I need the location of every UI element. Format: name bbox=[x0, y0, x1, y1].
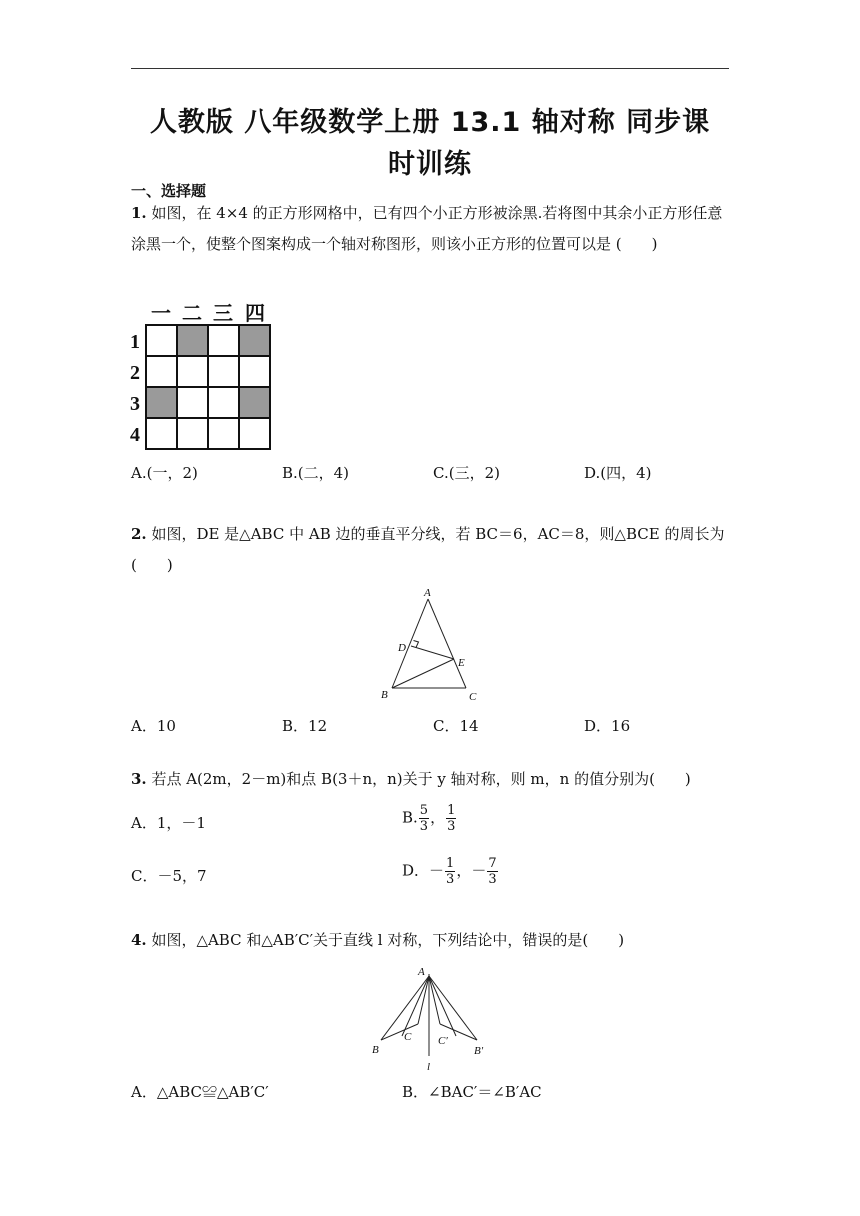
grid-cell bbox=[239, 387, 270, 418]
page-title bbox=[131, 102, 729, 186]
numerator: 1 bbox=[446, 856, 455, 871]
row-label: 4 bbox=[130, 424, 140, 446]
option-c: C．14 bbox=[433, 717, 479, 735]
right-angle-mark bbox=[414, 641, 419, 648]
label-l: l bbox=[427, 1061, 431, 1072]
question-number: 4. bbox=[131, 931, 147, 949]
header-rule bbox=[131, 68, 729, 69]
grid-cell bbox=[208, 418, 239, 449]
fraction bbox=[487, 856, 497, 887]
label-e: E bbox=[458, 657, 465, 669]
label-a: A bbox=[418, 966, 425, 978]
denominator: 3 bbox=[419, 819, 429, 834]
grid-cell bbox=[208, 356, 239, 387]
segment-de bbox=[411, 646, 454, 659]
col-label: 三 bbox=[213, 303, 233, 325]
option-b bbox=[402, 803, 457, 834]
question-text: 若点 A(2m，2－m)和点 B(3＋n，n)关于 y 轴对称，则 m，n 的值分别为( ) bbox=[146, 770, 691, 788]
title-line-1: 人教版 八年级数学上册 13.1 轴对称 同步课 bbox=[149, 107, 711, 138]
denominator: 3 bbox=[488, 872, 497, 887]
option-d: D．16 bbox=[584, 717, 631, 735]
label-b-prime: B′ bbox=[474, 1045, 484, 1057]
label-b: B bbox=[372, 1044, 379, 1056]
option-d bbox=[402, 856, 499, 887]
grid-cell bbox=[177, 356, 208, 387]
question-3 bbox=[131, 764, 729, 795]
col-label: 四 bbox=[245, 303, 265, 325]
grid-figure bbox=[125, 298, 275, 453]
option-label: D．－ bbox=[402, 861, 445, 880]
label-c-prime: C′ bbox=[438, 1035, 448, 1047]
option-a: A.(一，2) bbox=[131, 464, 198, 482]
denominator: 3 bbox=[447, 819, 456, 834]
fraction bbox=[445, 856, 455, 887]
grid-cell bbox=[146, 325, 177, 356]
title-line-2: 时训练 bbox=[388, 149, 472, 180]
question-number: 2. bbox=[131, 525, 147, 543]
grid-cell bbox=[239, 356, 270, 387]
reflection-figure bbox=[366, 962, 496, 1072]
question-number: 1. bbox=[131, 204, 147, 222]
separator: ， bbox=[430, 808, 446, 827]
col-label: 二 bbox=[182, 303, 202, 325]
numerator: 7 bbox=[488, 856, 497, 871]
row-label: 1 bbox=[130, 331, 140, 353]
grid-cell bbox=[146, 356, 177, 387]
numerator: 5 bbox=[419, 803, 429, 818]
question-number: 3. bbox=[131, 770, 147, 788]
question-text: 如图，△ABC 和△AB′C′关于直线 l 对称，下列结论中，错误的是( ) bbox=[146, 931, 625, 949]
question-text: 如图，在 4×4 的正方形网格中，已有四个小正方形被涂黑.若将图中其余小正方形任意涂黑一个，使整个图案构成一个轴对称图形，则该小正方形的位置可以是 ( ) bbox=[131, 204, 723, 253]
label-b: B bbox=[381, 689, 388, 701]
row-label: 2 bbox=[130, 362, 140, 384]
grid-cell bbox=[239, 418, 270, 449]
label-c: C bbox=[404, 1031, 412, 1043]
col-label: 一 bbox=[151, 303, 171, 325]
question-text: 如图，DE 是△ABC 中 AB 边的垂直平分线，若 BC＝6，AC＝8，则△BCE 的周长为( ) bbox=[131, 525, 725, 574]
row-label: 3 bbox=[130, 393, 140, 415]
fraction bbox=[419, 803, 429, 834]
option-label: B. bbox=[402, 808, 418, 827]
option-b: B.(二，4) bbox=[282, 464, 350, 482]
grid-cell bbox=[146, 418, 177, 449]
option-c: C．－5，7 bbox=[131, 867, 207, 885]
side-ac bbox=[428, 599, 466, 688]
grid-cell bbox=[177, 418, 208, 449]
numerator: 1 bbox=[447, 803, 456, 818]
question-2 bbox=[131, 519, 729, 581]
label-a: A bbox=[424, 587, 431, 599]
option-b: B．∠BAC′＝∠B′AC bbox=[402, 1083, 542, 1101]
option-d: D.(四，4) bbox=[584, 464, 652, 482]
option-a: A．10 bbox=[131, 717, 176, 735]
grid-cell bbox=[146, 387, 177, 418]
question-1 bbox=[131, 198, 729, 260]
label-d: D bbox=[398, 642, 406, 654]
option-a: A．△ABC≌△AB′C′ bbox=[131, 1083, 269, 1101]
option-a: A．1，－1 bbox=[131, 814, 206, 832]
denominator: 3 bbox=[446, 872, 455, 887]
question-4 bbox=[131, 925, 729, 956]
triangle-figure bbox=[374, 585, 484, 705]
separator: ，－ bbox=[456, 861, 487, 880]
option-c: C.(三，2) bbox=[433, 464, 500, 482]
grid-cell bbox=[208, 325, 239, 356]
grid-cell bbox=[177, 325, 208, 356]
label-c: C bbox=[469, 691, 477, 703]
grid-cell bbox=[239, 325, 270, 356]
option-b: B．12 bbox=[282, 717, 328, 735]
section-heading: 一、选择题 bbox=[131, 182, 207, 200]
grid-cell bbox=[177, 387, 208, 418]
segment-be bbox=[392, 659, 454, 688]
grid-cell bbox=[208, 387, 239, 418]
fraction bbox=[446, 803, 456, 834]
